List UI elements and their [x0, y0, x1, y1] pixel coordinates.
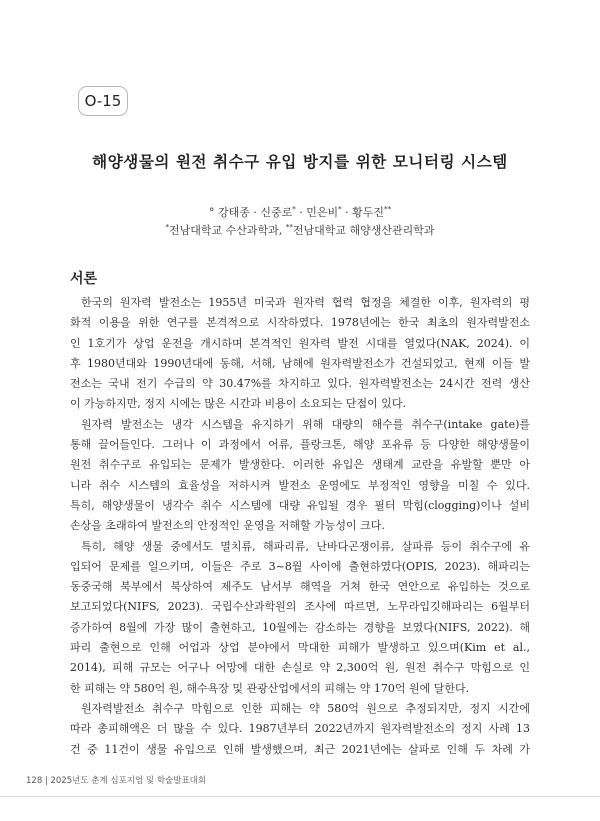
author-name: 강태종	[217, 206, 250, 219]
body-line: 인 1호기가 상업 운전을 개시하며 본격적인 원자력 발전 시대를 열었다(NAK, 2024). 이	[70, 336, 530, 350]
body-line: 동중국해 북부에서 북상하여 제주도 남서부 해역을 거쳐 한국 연안으로 유입하는 것으로	[70, 580, 530, 594]
affiliation-mark: *	[165, 223, 170, 232]
body-line: 특히, 해양생물이 냉각수 취수 시스템에 대량 유입될 경우 필터 막힘(clogging)이나 설비	[70, 498, 530, 512]
author-name: 황두진	[352, 206, 385, 219]
body-line: 원자력 발전소는 냉각 시스템을 유지하기 위해 대량의 해수를 취수구(intake gate)를	[81, 417, 530, 431]
presentation-code-badge	[78, 86, 128, 116]
author-name: 민은비	[306, 206, 339, 219]
author-line	[0, 204, 600, 220]
body-line: 한 피해는 약 580억 원, 해수욕장 및 관광산업에서의 피해는 약 170억 원에 달한다.	[70, 681, 470, 695]
footer-divider	[0, 796, 600, 797]
body-line: 건 중 11건이 생물 유입으로 인해 발생했으며, 최근 2021년에는 살파로 인해 두 차례 가	[70, 742, 530, 756]
body-line: 2014), 피해 규모는 어구나 어망에 대한 손실로 약 2,300억 원, 원전 취수구 막힘으로 인	[70, 661, 530, 675]
body-line: 파리 출현으로 인해 어업과 상업 분야에서 막대한 피해가 발생하고 있으며(Kim et al.,	[70, 641, 530, 655]
body-line: 손상을 초래하여 발전소의 안정적인 운영을 저해할 가능성이 크다.	[70, 519, 385, 533]
body-line: 증가하여 8월에 가장 많이 출현하고, 10월에는 감소하는 경향을 보였다(NIFS, 2022). 해	[70, 620, 530, 634]
body-line: 통해 끌어들인다. 그러나 이 과정에서 어류, 플랑크톤, 해양 포유류 등 다양한 해양생물이	[70, 438, 530, 452]
author-separator: ·	[341, 206, 353, 219]
body-text	[70, 293, 530, 760]
body-line: 화적 이용을 위한 연구를 본격적으로 시작하였다. 1978년에는 한국 최초의 원자력발전소	[70, 316, 530, 330]
page-footer: 128 | 2025년도 춘계 심포지엄 및 학술발표대회	[26, 776, 207, 786]
body-line: 특히, 해양 생물 중에서도 멸치류, 해파리류, 난바다곤쟁이류, 살파류 등이 취수구에 유	[81, 539, 530, 553]
body-line: 원자력발전소 취수구 막힘으로 인한 피해는 약 580억 원으로 추정되지만, 정지 시간에	[81, 701, 530, 715]
paper-title: 해양생물의 원전 취수구 유입 방지를 위한 모니터링 시스템	[92, 152, 508, 171]
affiliation-mark: *	[292, 205, 296, 214]
author-name: 신중로	[260, 206, 293, 219]
body-line: 이 가능하지만, 정지 시에는 많은 시간과 비용이 소요되는 단점이 있다.	[70, 397, 406, 411]
author-separator: ·	[249, 206, 261, 219]
affiliation: 전남대학교 수산과학과,	[169, 224, 283, 237]
body-line: 보고되었다(NIFS, 2023). 국립수산과학원의 조사에 따르면, 노무라입깃해파리는 6월부터	[70, 600, 530, 614]
affiliation-mark: *	[338, 205, 342, 214]
presenter-mark: °	[208, 206, 215, 219]
body-line: 후 1980년대와 1990년대에 동해, 서해, 남해에 원자력발전소가 건설되었고, 현재 이들 발	[70, 356, 530, 370]
affiliation: 전남대학교 해양생산관리학과	[292, 224, 435, 237]
affiliation-line	[0, 222, 600, 238]
body-line: 원전 취수구로 유입되는 문제가 발생한다. 이러한 유입은 생태계 교란을 유발할 뿐만 아	[70, 458, 530, 472]
body-line: 니라 취수 시스템의 효율성을 저하시켜 발전소 운영에도 부정적인 영향을 미칠 수 있다.	[70, 478, 530, 492]
body-line: 입되어 문제를 일으키며, 이들은 주로 3~8월 사이에 출현하였다(OPIS, 2023). 해파리는	[70, 559, 530, 573]
affiliation-mark: **	[384, 205, 392, 214]
affiliation-mark: **	[285, 223, 293, 232]
body-line: 전소는 국내 전기 수급의 약 30.47%를 차지하고 있다. 원자력발전소는 24시간 전력 생산	[70, 377, 530, 391]
author-separator: ·	[295, 206, 307, 219]
section-heading: 서론	[70, 271, 98, 287]
presentation-code: O-15	[84, 92, 122, 110]
body-line: 한국의 원자력 발전소는 1955년 미국과 원자력 협력 협정을 체결한 이후, 원자력의 평	[81, 296, 530, 309]
body-line: 따라 총피해액은 더 많을 수 있다. 1987년부터 2022년까지 원자력발전소의 정지 사례 13	[70, 722, 530, 736]
